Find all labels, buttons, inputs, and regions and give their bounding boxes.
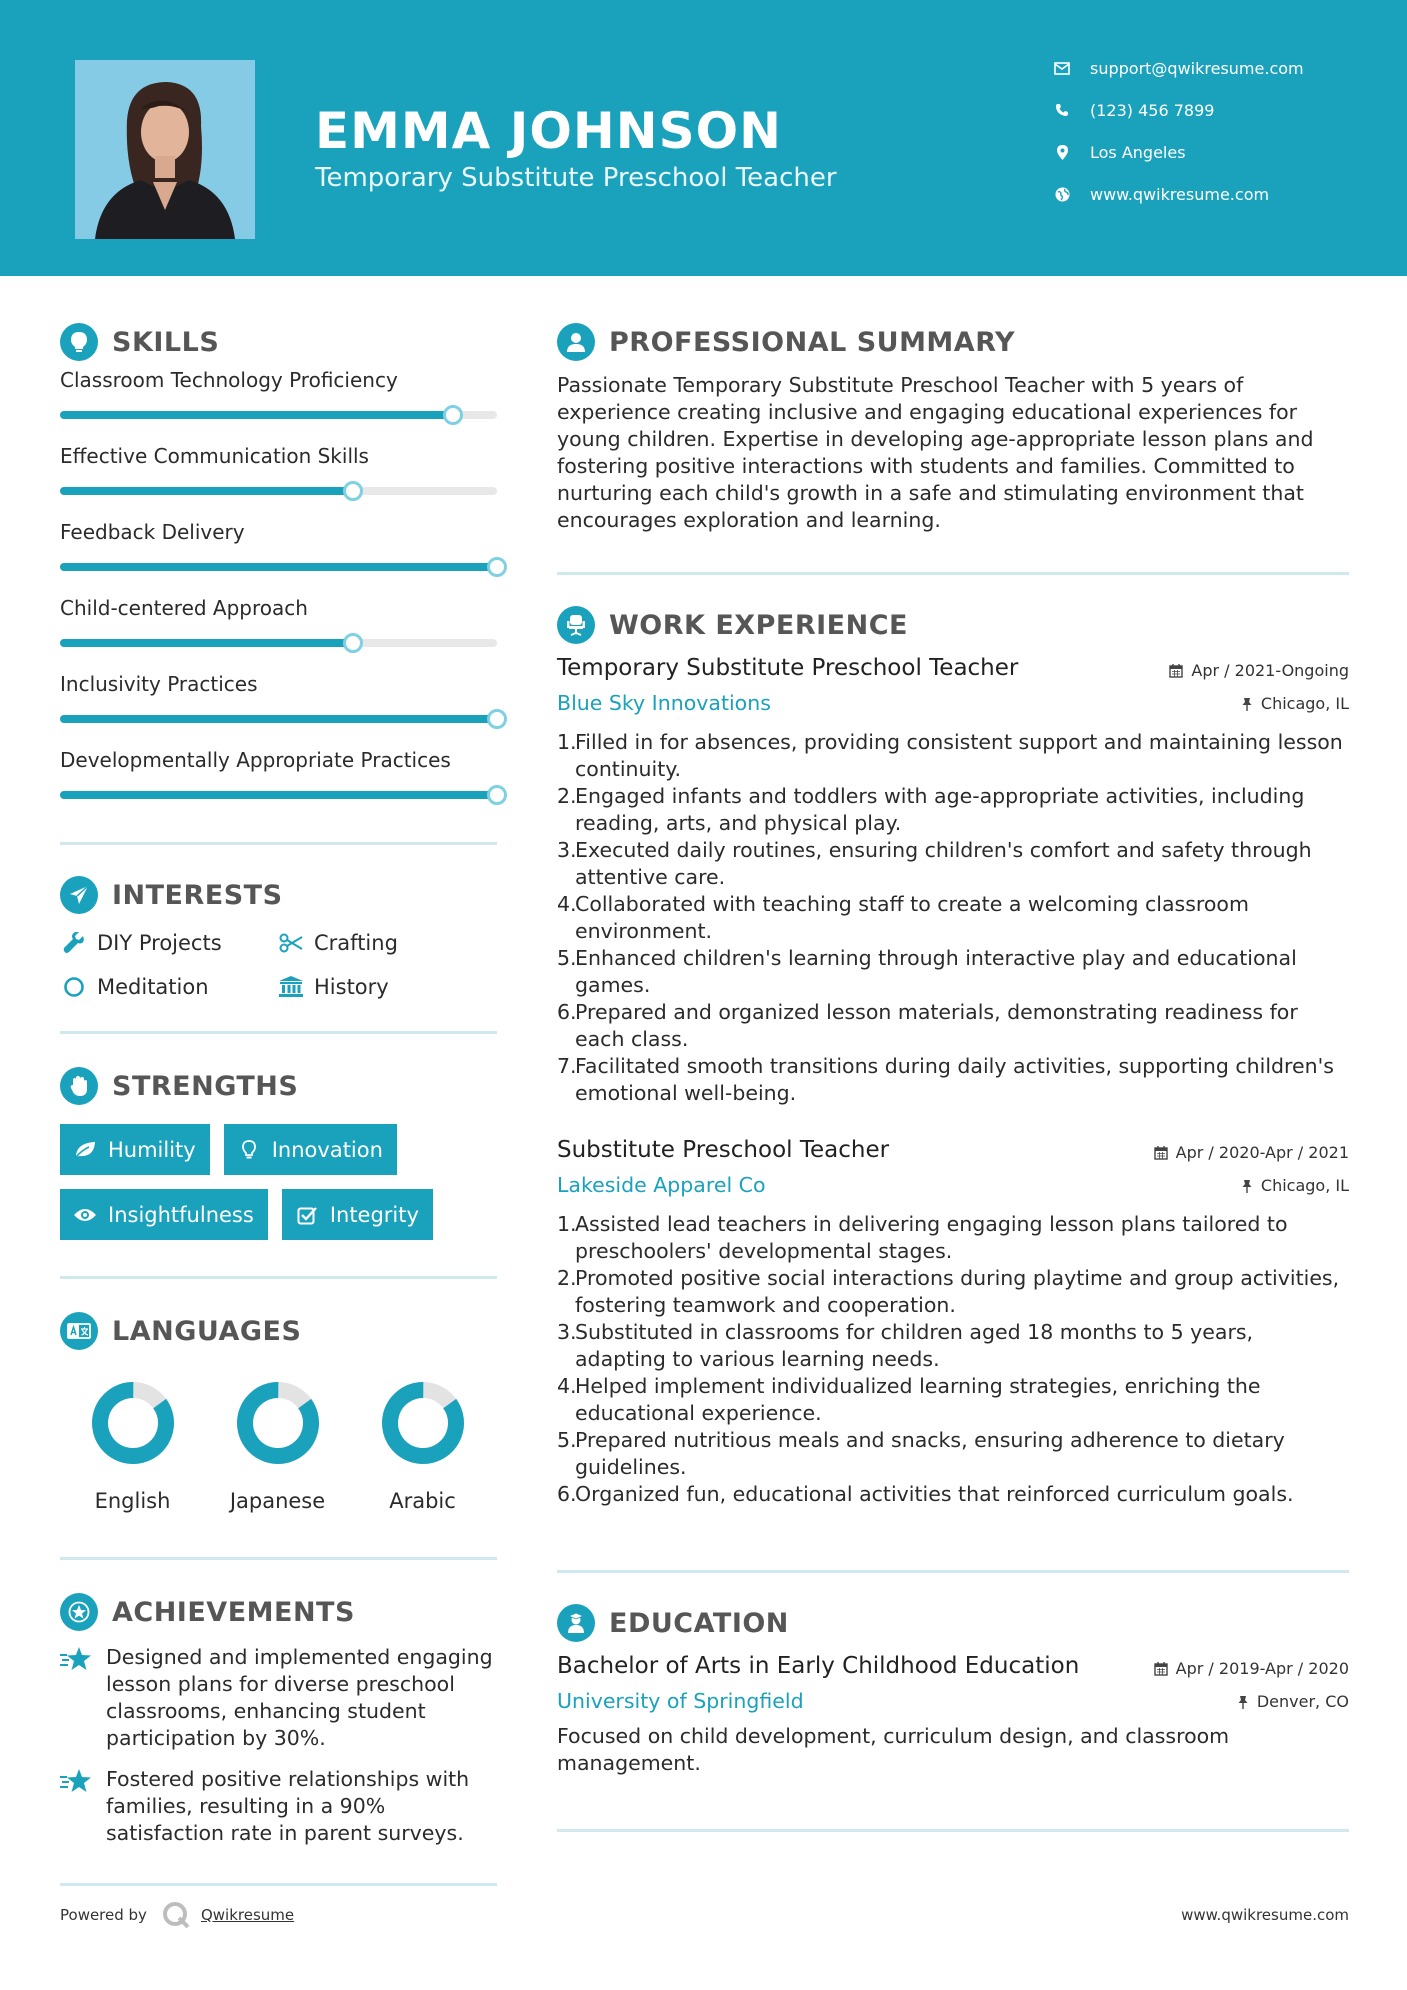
lightbulb-icon xyxy=(236,1139,262,1161)
contact-location-text: Los Angeles xyxy=(1090,142,1186,162)
globe-icon xyxy=(1052,184,1072,204)
duty-item: 3. Substituted in classrooms for children aged 18 months to 5 years, adapting to various learning needs. xyxy=(557,1320,1254,1371)
education-entry xyxy=(557,1653,1349,1777)
lightbulb-icon xyxy=(60,323,98,361)
achievement-text: Fostered positive relationships with families, resulting in a 90% satisfaction rate in parent surveys. xyxy=(106,1767,470,1845)
skill-track xyxy=(60,715,497,723)
skill-fill xyxy=(60,563,497,571)
interests-heading: INTERESTS xyxy=(60,873,497,917)
strength-label: Innovation xyxy=(271,1137,383,1162)
duty-item: 1. Assisted lead teachers in delivering engaging lesson plans tailored to preschoolers' developmental stages. xyxy=(557,1212,1288,1263)
section-divider xyxy=(60,1557,497,1560)
skill-track xyxy=(60,639,497,647)
job-location: Chicago, IL xyxy=(1241,691,1349,713)
duty-item: 5. Enhanced children's learning through interactive play and educational games. xyxy=(557,946,1297,997)
skill-item xyxy=(60,670,497,746)
language-icon xyxy=(60,1312,98,1350)
skill-item xyxy=(60,518,497,594)
job-dates: Apr / 2021-Ongoing xyxy=(1169,655,1349,680)
skill-fill xyxy=(60,791,497,799)
strength-label: Integrity xyxy=(329,1202,419,1227)
institution-icon xyxy=(277,975,305,999)
achievement-text: Designed and implemented engaging lesson plans for diverse preschool classrooms, enhancing student participation by 30%. xyxy=(106,1645,493,1750)
interest-item xyxy=(60,975,277,999)
eye-icon xyxy=(72,1204,98,1226)
section-divider xyxy=(60,842,497,845)
skill-fill xyxy=(60,639,353,647)
candidate-name: EMMA JOHNSON xyxy=(315,102,782,160)
resume-header xyxy=(0,0,1407,276)
left-column xyxy=(60,320,497,1886)
wrench-icon xyxy=(60,931,88,955)
interest-label: DIY Projects xyxy=(97,931,222,955)
hand-icon xyxy=(60,1067,98,1105)
degree-title: Bachelor of Arts in Early Childhood Education xyxy=(557,1653,1080,1679)
skill-item xyxy=(60,366,497,442)
contact-phone[interactable] xyxy=(1052,100,1214,120)
contact-website[interactable] xyxy=(1052,184,1269,204)
envelope-icon xyxy=(1052,58,1072,78)
skill-track xyxy=(60,791,497,799)
duty-item: 2. Engaged infants and toddlers with age-appropriate activities, including reading, arts, and physical play. xyxy=(557,784,1305,835)
section-divider xyxy=(60,1031,497,1034)
skills-heading: SKILLS xyxy=(60,320,497,364)
skill-knob xyxy=(443,405,463,425)
language-label: English xyxy=(94,1489,171,1513)
company-name: Lakeside Apparel Co xyxy=(557,1173,766,1197)
skill-label: Inclusivity Practices xyxy=(60,672,258,696)
qwikresume-logo-icon xyxy=(161,1900,191,1930)
strengths-heading: STRENGTHS xyxy=(60,1064,497,1108)
calendar-icon xyxy=(1154,1146,1168,1160)
profile-photo xyxy=(75,60,255,239)
phone-icon xyxy=(1052,100,1072,120)
skill-label: Child-centered Approach xyxy=(60,596,308,620)
duty-item: 7. Facilitated smooth transitions during daily activities, supporting children's emotional well-being. xyxy=(557,1054,1334,1105)
star-badge-icon xyxy=(60,1593,98,1631)
contact-phone-text: (123) 456 7899 xyxy=(1090,100,1215,120)
interest-item xyxy=(277,975,497,999)
leaf-icon xyxy=(72,1139,98,1161)
pin-icon xyxy=(1241,1179,1253,1193)
section-divider xyxy=(557,1570,1349,1573)
education-dates: Apr / 2019-Apr / 2020 xyxy=(1154,1653,1349,1678)
interest-item xyxy=(277,931,497,955)
interests-list xyxy=(60,931,497,999)
right-column xyxy=(557,320,1349,1832)
education-heading: EDUCATION xyxy=(557,1601,1349,1645)
education-description: Focused on child development, curriculum design, and classroom management. xyxy=(557,1724,1230,1775)
section-divider xyxy=(557,1829,1349,1832)
contact-website-text: www.qwikresume.com xyxy=(1090,184,1270,204)
section-divider xyxy=(60,1276,497,1279)
achievement-item xyxy=(60,1644,497,1752)
interest-label: Meditation xyxy=(97,975,209,999)
duty-item: 1. Filled in for absences, providing consistent support and maintaining lesson continuity. xyxy=(557,730,1343,781)
strength-tag xyxy=(224,1124,397,1175)
summary-text: Passionate Temporary Substitute Preschool Teacher with 5 years of experience creating inclusive and engaging educational experiences for young children. Expertise in developing age-appropriate lesson plans and fostering positive interactions with students and families. Committed to nurturing each child's growth in a safe and stimulating environment that encourages exploration and learning. xyxy=(557,373,1314,532)
skills-list xyxy=(60,366,497,822)
interest-label: History xyxy=(314,975,389,999)
education-location: Denver, CO xyxy=(1237,1689,1349,1711)
scissors-icon xyxy=(277,931,305,955)
skill-track xyxy=(60,411,497,419)
calendar-icon xyxy=(1169,664,1183,678)
experience-heading: WORK EXPERIENCE xyxy=(557,603,1349,647)
check-square-icon xyxy=(294,1204,320,1226)
section-divider xyxy=(60,1883,497,1886)
skill-knob xyxy=(343,633,363,653)
school-name: University of Springfield xyxy=(557,1689,804,1713)
duty-item: 6. Organized fun, educational activities that reinforced curriculum goals. xyxy=(557,1482,1294,1506)
summary-heading: PROFESSIONAL SUMMARY xyxy=(557,320,1349,364)
company-name: Blue Sky Innovations xyxy=(557,691,771,715)
languages-list xyxy=(60,1379,497,1513)
job-title: Substitute Preschool Teacher xyxy=(557,1137,890,1163)
star-icon xyxy=(60,1766,94,1847)
section-divider xyxy=(557,572,1349,575)
language-donut xyxy=(234,1379,322,1467)
language-donut xyxy=(379,1379,467,1467)
skill-label: Feedback Delivery xyxy=(60,520,245,544)
skill-knob xyxy=(487,785,507,805)
language-item xyxy=(60,1379,205,1513)
skill-fill xyxy=(60,715,497,723)
skill-knob xyxy=(343,481,363,501)
interest-label: Crafting xyxy=(314,931,398,955)
interest-item xyxy=(60,931,277,955)
strengths-list xyxy=(60,1124,460,1240)
job-location: Chicago, IL xyxy=(1241,1173,1349,1195)
duty-item: 5. Prepared nutritious meals and snacks, ensuring adherence to dietary guidelines. xyxy=(557,1428,1285,1479)
footer-powered-by: Powered by Qwikresume xyxy=(60,1900,294,1930)
pin-icon xyxy=(1237,1695,1249,1709)
duty-item: 6. Prepared and organized lesson materials, demonstrating readiness for each class. xyxy=(557,1000,1298,1051)
skill-knob xyxy=(487,557,507,577)
duty-item: 2. Promoted positive social interactions during playtime and group activities, fostering teamwork and cooperation. xyxy=(557,1266,1340,1317)
qwikresume-link[interactable]: Qwikresume xyxy=(200,1906,295,1924)
duty-item: 3. Executed daily routines, ensuring children's comfort and safety through attentive care. xyxy=(557,838,1312,889)
skill-track xyxy=(60,563,497,571)
skill-item xyxy=(60,442,497,518)
skill-label: Effective Communication Skills xyxy=(60,444,369,468)
skill-knob xyxy=(487,709,507,729)
footer-website[interactable]: www.qwikresume.com xyxy=(1181,1906,1349,1924)
language-item xyxy=(205,1379,350,1513)
skill-track xyxy=(60,487,497,495)
skill-fill xyxy=(60,411,453,419)
language-label: Japanese xyxy=(229,1489,326,1513)
language-item xyxy=(350,1379,495,1513)
star-icon xyxy=(60,1644,94,1752)
contact-location xyxy=(1052,142,1186,162)
calendar-icon xyxy=(1154,1662,1168,1676)
language-label: Arabic xyxy=(389,1489,456,1513)
language-donut xyxy=(89,1379,177,1467)
paper-plane-icon xyxy=(60,876,98,914)
strength-tag xyxy=(60,1124,210,1175)
strength-label: Humility xyxy=(108,1137,196,1162)
candidate-title: Temporary Substitute Preschool Teacher xyxy=(315,163,837,193)
graduate-icon xyxy=(557,1604,595,1642)
duties-list xyxy=(557,729,1349,1107)
strength-tag xyxy=(60,1189,268,1240)
achievement-item xyxy=(60,1766,497,1847)
contact-email-text: support@qwikresume.com xyxy=(1090,58,1304,78)
strength-tag xyxy=(282,1189,433,1240)
contact-email[interactable] xyxy=(1052,58,1304,78)
skill-label: Developmentally Appropriate Practices xyxy=(60,748,451,772)
strength-label: Insightfulness xyxy=(108,1202,254,1227)
duty-item: 4. Collaborated with teaching staff to create a welcoming classroom environment. xyxy=(557,892,1249,943)
languages-heading: LANGUAGES xyxy=(60,1309,497,1353)
map-marker-icon xyxy=(1052,142,1072,162)
user-icon xyxy=(557,323,595,361)
job-entry xyxy=(557,1137,1349,1508)
skill-label: Classroom Technology Proficiency xyxy=(60,368,398,392)
job-entry xyxy=(557,655,1349,1107)
duties-list xyxy=(557,1211,1349,1508)
job-dates: Apr / 2020-Apr / 2021 xyxy=(1154,1137,1349,1162)
skill-fill xyxy=(60,487,353,495)
job-title: Temporary Substitute Preschool Teacher xyxy=(557,655,1019,681)
achievements-heading: ACHIEVEMENTS xyxy=(60,1590,497,1634)
circle-icon xyxy=(60,975,88,999)
pin-icon xyxy=(1241,697,1253,711)
duty-item: 4. Helped implement individualized learning strategies, enriching the educational experience. xyxy=(557,1374,1261,1425)
skill-item xyxy=(60,746,497,822)
skill-item xyxy=(60,594,497,670)
chair-icon xyxy=(557,606,595,644)
